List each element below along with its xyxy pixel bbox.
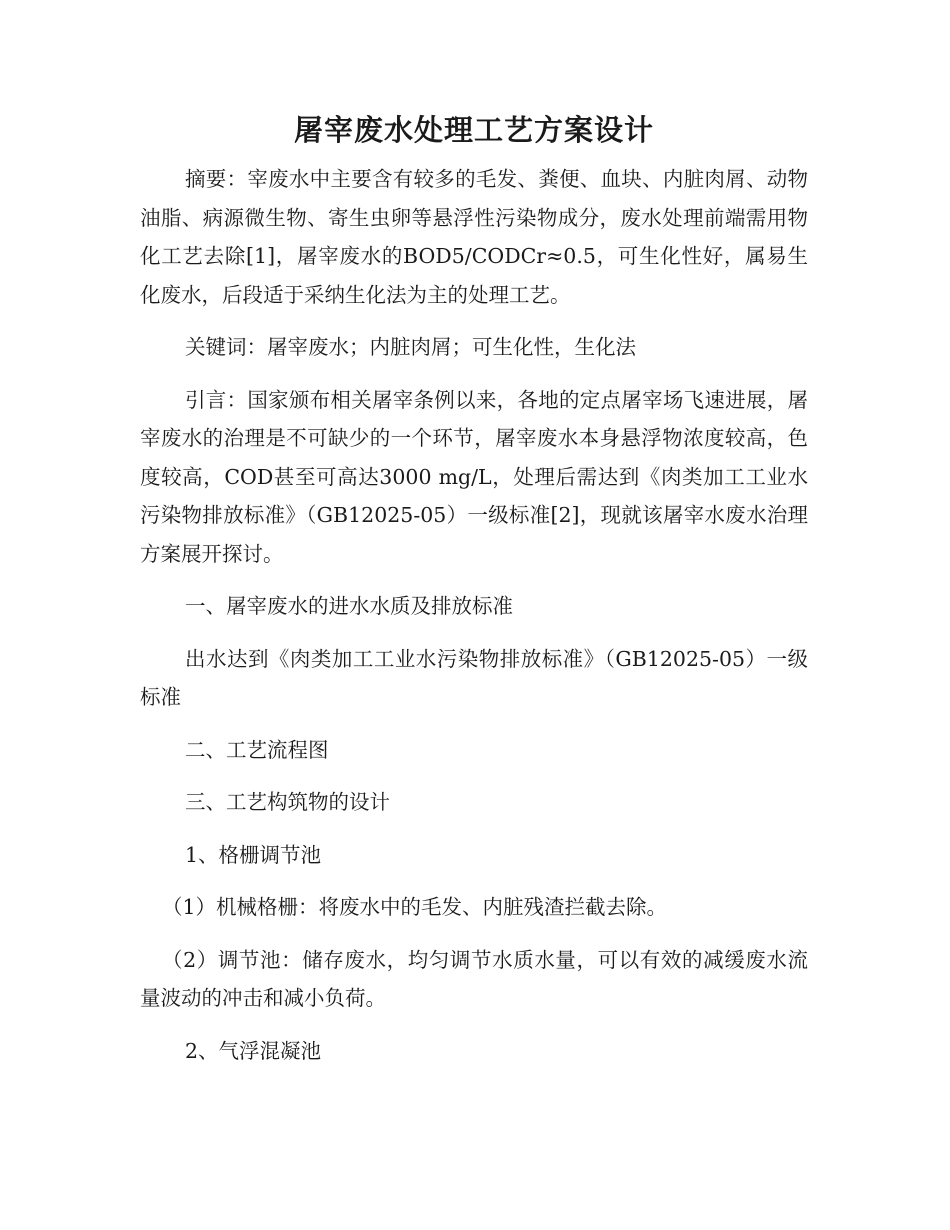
abstract-paragraph: 摘要：宰废水中主要含有较多的毛发、粪便、血块、内脏肉屑、动物油脂、病源微生物、寄生虫卵等悬浮性污染物成分，废水处理前端需用物化工艺去除[1]，屠宰废水的BOD5/CODCr≈0.5，可生化性好，属易生化废水，后段适于采纳生化法为主的处理工艺。: [140, 167, 808, 307]
subsection-heading-2: 2、气浮混凝池: [185, 1038, 322, 1063]
section-heading-3: 三、工艺构筑物的设计: [185, 790, 390, 814]
subsection-heading-1: 1、格栅调节池: [185, 842, 322, 867]
introduction-paragraph: 引言：国家颁布相关屠宰条例以来，各地的定点屠宰场飞速进展，屠宰废水的治理是不可缺少的一个环节，屠宰废水本身悬浮物浓度较高，色度较高，COD甚至可高达3000 mg/L，处理后需达到《肉类加工工业水污染物排放标准》（GB12025-05）一级标准[2]，现就该屠宰水废水治理方案展开探讨。: [140, 387, 808, 566]
section-heading-1: 一、屠宰废水的进水水质及排放标准: [185, 594, 513, 618]
section-heading-2: 二、工艺流程图: [185, 737, 329, 762]
keywords-paragraph: 关键词：屠宰废水；内脏肉屑；可生化性，生化法: [185, 335, 636, 359]
document-title: 屠宰废水处理工艺方案设计: [293, 113, 654, 147]
mechanical-grid-paragraph: （1）机械格栅：将废水中的毛发、内脏残渣拦截去除。: [162, 895, 668, 919]
regulating-tank-paragraph: （2）调节池：储存废水，均匀调节水质水量，可以有效的减缓废水流量波动的冲击和减小负荷。: [140, 947, 808, 1010]
document-page: [140, 108, 808, 1084]
discharge-standard-paragraph: 出水达到《肉类加工工业水污染物排放标准》（GB12025-05）一级标准: [140, 646, 808, 709]
